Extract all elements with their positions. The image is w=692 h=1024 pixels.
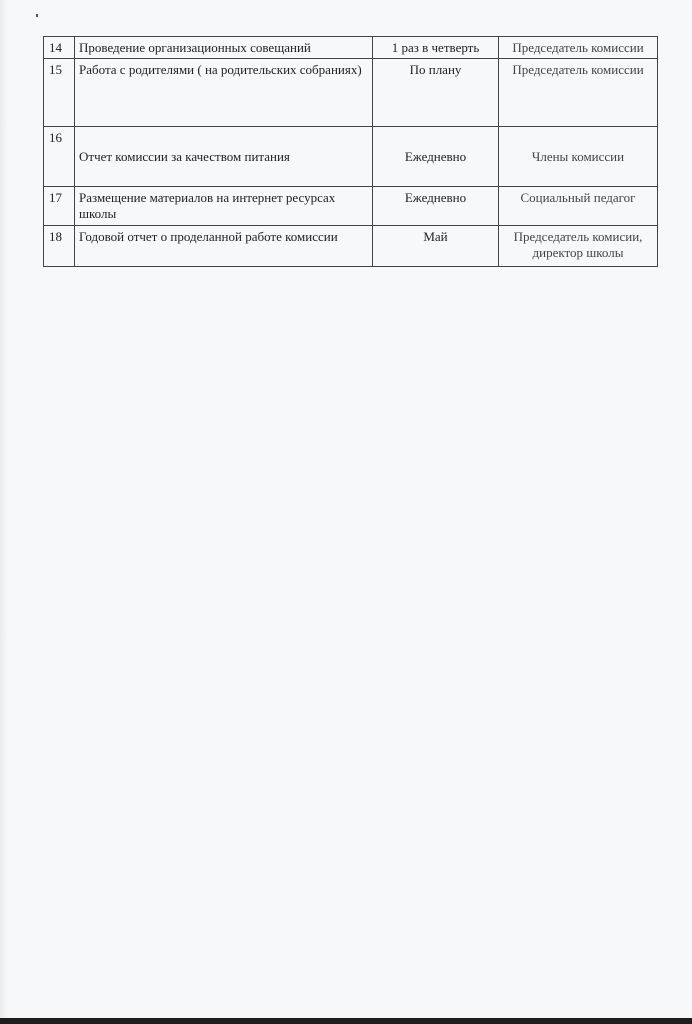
row-number: 18 bbox=[44, 226, 75, 267]
event-text: Отчет комиссии за качеством питания bbox=[79, 149, 290, 164]
event-cell: Проведение организационных совещаний bbox=[75, 37, 373, 59]
period-cell bbox=[373, 127, 499, 187]
page-edge bbox=[0, 0, 8, 1024]
table-row bbox=[44, 226, 658, 267]
event-cell bbox=[75, 127, 373, 187]
event-cell: Размещение материалов на интернет ресурсах школы bbox=[75, 187, 373, 226]
table-row bbox=[44, 187, 658, 226]
responsible-cell: Социальный педагог bbox=[499, 187, 658, 226]
period-cell: По плану bbox=[373, 59, 499, 127]
row-number: 14 bbox=[44, 37, 75, 59]
period-text: Ежедневно bbox=[404, 149, 467, 164]
responsible-cell: Председатель комисии, директор школы bbox=[499, 226, 658, 267]
scan-bottom-edge bbox=[0, 1018, 692, 1024]
responsible-cell: Председатель комиссии bbox=[499, 59, 658, 127]
responsible-cell: Председатель комиссии bbox=[499, 37, 658, 59]
responsible-text: Члены комиссии bbox=[531, 149, 625, 164]
responsible-cell bbox=[499, 127, 658, 187]
event-cell: Годовой отчет о проделанной работе комиссии bbox=[75, 226, 373, 267]
plan-table bbox=[43, 36, 658, 267]
table-row bbox=[44, 37, 658, 59]
period-cell: 1 раз в четверть bbox=[373, 37, 499, 59]
period-cell: Май bbox=[373, 226, 499, 267]
event-cell: Работа с родителями ( на родительских собраниях) bbox=[75, 59, 373, 127]
row-number: 17 bbox=[44, 187, 75, 226]
period-cell: Ежедневно bbox=[373, 187, 499, 226]
table-row bbox=[44, 127, 658, 187]
row-number: 15 bbox=[44, 59, 75, 127]
scan-speck bbox=[36, 14, 38, 17]
table-row bbox=[44, 59, 658, 127]
row-number: 16 bbox=[44, 127, 75, 187]
